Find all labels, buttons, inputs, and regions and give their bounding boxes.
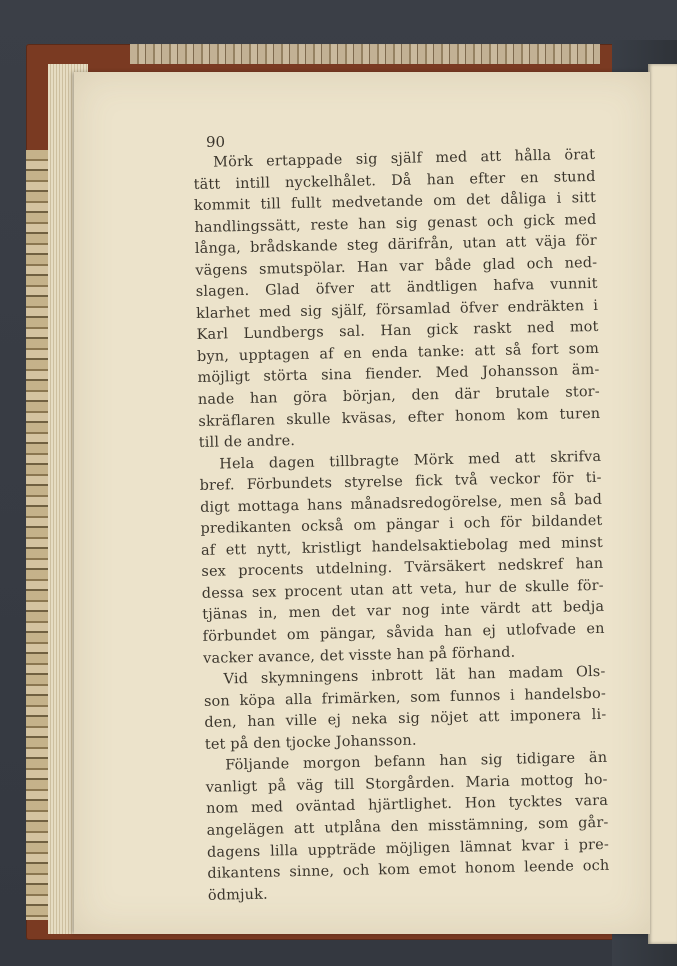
text-line: predikanten också om pängar i och för bildandet bbox=[200, 513, 603, 538]
text-line: Följande morgon befann han sig tidigare än bbox=[225, 750, 608, 774]
text-line: långa, brådskande steg därifrån, utan att väja för bbox=[194, 233, 598, 258]
text-line: nade han göra början, den där brutale stor- bbox=[197, 383, 601, 408]
text-line: af ett nytt, kristligt handelsaktiebolag med minst bbox=[200, 534, 604, 559]
text-line: tjänas in, men det var nog inte värdt att bedja bbox=[202, 599, 605, 624]
text-line: handlingssätt, reste han sig genast och gick med bbox=[194, 211, 597, 236]
text-line: möjligt störta sina fiender. Med Johansson äm- bbox=[197, 362, 600, 387]
text-line: Karl Lundbergs sal. Han gick raskt ned mot bbox=[196, 319, 599, 344]
facing-page-edge bbox=[648, 64, 677, 944]
text-line: vanligt på väg till Storgården. Maria mottog ho- bbox=[205, 771, 608, 796]
marbled-endpaper-top bbox=[130, 44, 600, 64]
text-line: Hela dagen tillbragte Mörk med att skrifva bbox=[219, 448, 602, 473]
text-line: dagens lilla uppträde möjligen lämnat kvar i pre- bbox=[206, 836, 610, 861]
text-line: slagen. Glad öfver att ändtligen hafva vunnit bbox=[195, 276, 598, 301]
text-line: ödmjuk. bbox=[207, 886, 269, 904]
text-line: tet på den tjocke Johansson. bbox=[204, 732, 417, 753]
text-line: tätt intill nyckelhålet. Då han efter en stund bbox=[193, 168, 596, 193]
text-line: till de andre. bbox=[198, 433, 296, 452]
text-line: vägens smutspölar. Han var både glad och ned- bbox=[195, 254, 598, 279]
text-line: den, han ville ej neka sig nöjet att imponera li- bbox=[204, 707, 607, 732]
text-line: bref. Förbundets styrelse fick två veckor för ti- bbox=[199, 470, 602, 495]
text-line: kommit till fullt medvetande om det dåliga i sitt bbox=[193, 190, 597, 215]
text-line: klarhet med sig själf, församlad öfver endräkten i bbox=[196, 297, 599, 322]
text-line: digt mottaga hans månadsredogörelse, men så bad bbox=[199, 491, 603, 516]
text-line: dikantens sinne, och kom emot honom leende och bbox=[207, 857, 610, 882]
text-line: Mörk ertappade sig själf med att hålla örat bbox=[213, 146, 596, 171]
text-line: son köpa alla frimärken, som funnos i handelsbo- bbox=[203, 685, 607, 710]
text-line: skräflaren skulle kväsas, efter honom kom turen bbox=[198, 405, 601, 430]
body-text bbox=[193, 145, 610, 907]
text-line: vacker avance, det visste han på förhand. bbox=[202, 644, 516, 667]
text-line: sex procents utdelning. Tvärsäkert nedskref han bbox=[201, 556, 604, 581]
page-number: 90 bbox=[206, 133, 226, 151]
text-line: angelägen att utplåna den misstämning, som går- bbox=[206, 814, 609, 839]
text-line: dessa sex procent utan att veta, hur de skulle för- bbox=[201, 577, 604, 602]
text-line: förbundet om pängar, såvida han ej utlofvade en bbox=[202, 620, 605, 645]
text-line: Vid skymningens inbrott lät han madam Ols- bbox=[223, 663, 606, 688]
text-line: byn, upptagen af en enda tanke: att så fort som bbox=[196, 340, 600, 365]
text-line: nom med oväntad hjärtlighet. Hon tycktes vara bbox=[206, 793, 609, 818]
